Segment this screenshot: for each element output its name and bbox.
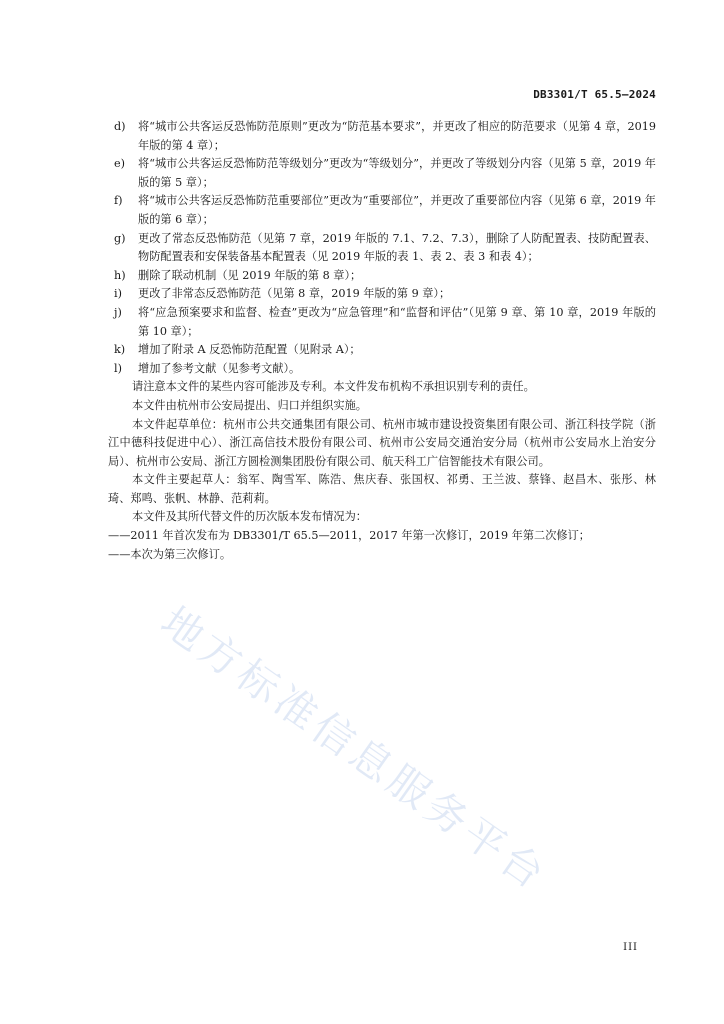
change-item-label: d)	[114, 120, 126, 133]
change-item-text: 更改了常态反恐怖防范（见第 7 章，2019 年版的 7.1、7.2、7.3），删除了人防配置表、技防配置表、物防配置表和安保装备基本配置表（见 2019 年版的表 1、表 2、表 3 和表 4）；	[138, 231, 656, 264]
change-item-text: 删除了联动机制（见 2019 年版的第 8 章）；	[138, 268, 362, 282]
foreword-body	[108, 118, 656, 564]
change-item-l	[108, 360, 656, 379]
change-item-text: 将“城市公共客运反恐怖防范原则”更改为“防范基本要求”，并更改了相应的防范要求（见第 4 章，2019 年版的第 4 章）；	[138, 120, 656, 152]
change-item-label: k)	[114, 343, 126, 357]
change-item-label: j)	[114, 305, 122, 319]
change-item-text: 增加了附录 A 反恐怖防范配置（见附录 A）；	[138, 343, 361, 357]
change-item-text: 将“应急预案要求和监督、检查”更改为“应急管理”和“监督和评估”（见第 9 章、第 10 章，2019 年版的第 10 章）；	[138, 305, 656, 338]
change-item-text: 增加了参考文献（见参考文献）。	[138, 361, 301, 375]
change-item-label: h)	[114, 268, 126, 282]
change-item-j	[108, 304, 656, 341]
page-number: III	[623, 942, 638, 953]
history-item: ——本次为第三次修订。	[108, 547, 232, 561]
change-item-label: e)	[114, 157, 125, 171]
change-item-k	[108, 341, 656, 360]
standard-code: DB3301/T 65.5—2024	[533, 88, 656, 101]
change-item-label: l)	[114, 361, 122, 375]
change-item-text: 将“城市公共客运反恐怖防范重要部位”更改为“重要部位”，并更改了重要部位内容（见第 6 章，2019 年版的第 6 章）；	[138, 194, 656, 226]
change-item-e	[108, 155, 656, 192]
change-item-label: i)	[114, 287, 122, 301]
proposer-statement: 本文件由杭州市公安局提出、归口并组织实施。	[132, 398, 367, 412]
change-item-label: f)	[114, 194, 123, 208]
change-item-i	[108, 285, 656, 304]
watermark: 地方标准信息服务平台	[152, 597, 557, 901]
change-item-label: g)	[114, 231, 126, 245]
change-item-text: 更改了非常态反恐怖防范（见第 8 章，2019 年版的第 9 章）；	[138, 287, 451, 301]
patent-notice: 请注意本文件的某些内容可能涉及专利。本文件发布机构不承担识别专利的责任。	[132, 380, 535, 394]
change-item-text: 将“城市公共客运反恐怖防范等级划分”更改为“等级划分”，并更改了等级划分内容（见第 5 章，2019 年版的第 5 章）；	[138, 157, 656, 189]
history-intro: 本文件及其所代替文件的历次版本发布情况为：	[132, 510, 367, 524]
change-item-d	[108, 118, 656, 155]
drafting-units: 本文件起草单位：杭州市公共交通集团有限公司、杭州市城市建设投资集团有限公司、浙江科技学院（浙江中德科技促进中心）、浙江高信技术股份有限公司、杭州市公安局交通治安分局（杭州市公安局水上治安分局）、杭州市公安局、浙江方圆检测集团股份有限公司、航天科工广信智能技术有限公司。	[108, 417, 656, 468]
history-item: ——2011 年首次发布为 DB3301/T 65.5—2011，2017 年第一次修订，2019 年第二次修订；	[108, 529, 590, 543]
change-item-h	[108, 267, 656, 286]
drafters: 本文件主要起草人：翁军、陶雪军、陈浩、焦庆春、张国权、祁勇、王兰波、蔡锋、赵昌木、张彤、林琦、郑鸣、张帆、林静、范莉莉。	[108, 473, 656, 505]
change-item-f	[108, 192, 656, 229]
change-item-g	[108, 230, 656, 267]
